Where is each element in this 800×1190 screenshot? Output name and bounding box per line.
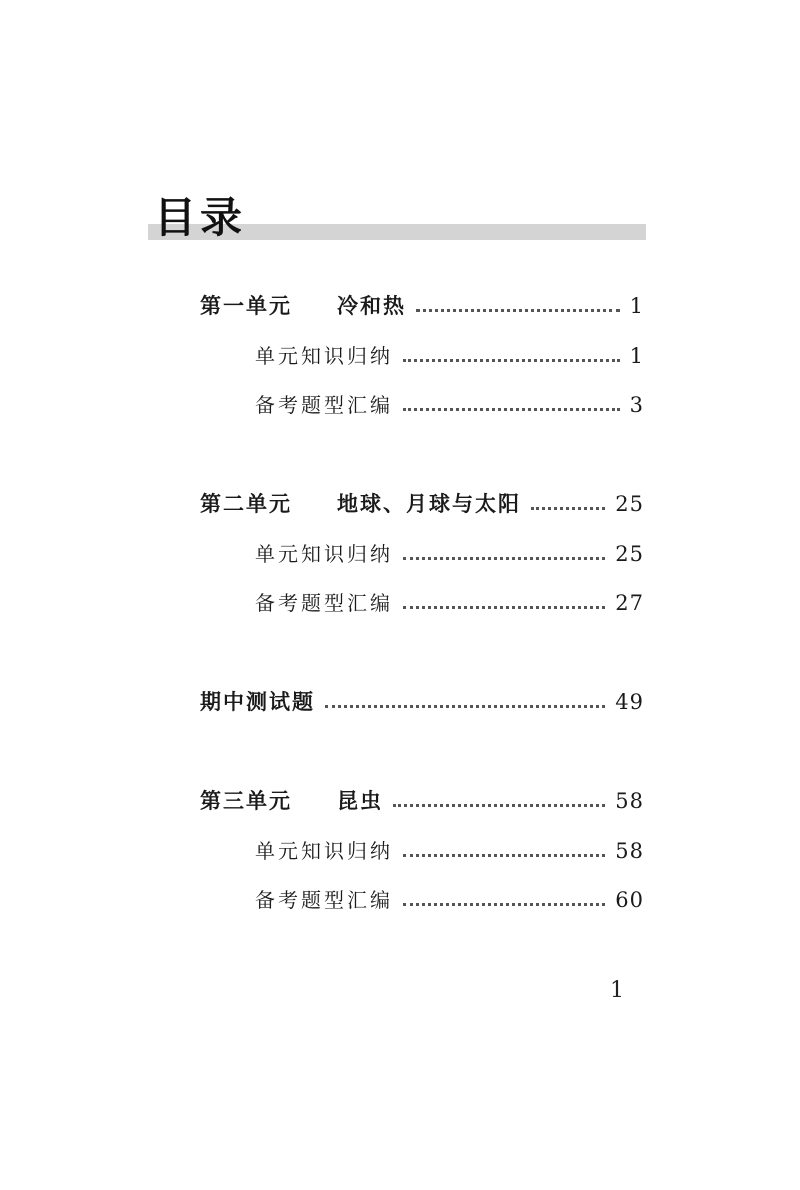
toc-entry-title: 备考题型汇编 [255, 393, 393, 417]
toc-page-number: 1 [629, 294, 644, 318]
toc-unit-label: 第一单元 [200, 294, 292, 318]
toc-dot-leader [393, 804, 605, 807]
toc-entry-title: 备考题型汇编 [255, 591, 393, 615]
toc-page-number: 58 [615, 839, 644, 863]
page-title: 目录 [154, 193, 247, 242]
toc-entry-subsection[interactable] [255, 835, 644, 867]
toc-entry-unit-3[interactable] [200, 785, 644, 817]
toc-entry-title: 地球、月球与太阳 [337, 492, 521, 516]
toc-page-number: 60 [615, 888, 644, 912]
toc-entry-title: 期中测试题 [200, 690, 315, 714]
toc-dot-leader [403, 557, 605, 560]
toc-entry-title: 单元知识归纳 [255, 344, 393, 368]
toc-page-number: 27 [615, 591, 644, 615]
toc-entry-unit-1[interactable] [200, 290, 644, 322]
toc-entry-title: 单元知识归纳 [255, 542, 393, 566]
toc-entry-subsection[interactable] [255, 587, 644, 619]
toc-dot-leader [325, 705, 605, 708]
toc-entry-subsection[interactable] [255, 340, 644, 372]
toc-page-number: 3 [629, 393, 644, 417]
footer-page-number: 1 [610, 978, 624, 1003]
toc-entry-title: 备考题型汇编 [255, 888, 393, 912]
toc-dot-leader [416, 309, 620, 312]
toc-entry-label [200, 290, 406, 322]
toc-dot-leader [403, 854, 605, 857]
toc-entry-title: 单元知识归纳 [255, 839, 393, 863]
toc-entry-label [200, 785, 383, 817]
toc-dot-leader [403, 359, 620, 362]
toc-entry-subsection[interactable] [255, 884, 644, 916]
toc-page-number: 49 [615, 690, 644, 714]
toc-entry-subsection[interactable] [255, 538, 644, 570]
toc-entry-subsection[interactable] [255, 389, 644, 421]
toc-dot-leader [531, 507, 605, 510]
toc-entry-title: 昆虫 [337, 789, 383, 813]
toc-page-number: 25 [615, 492, 644, 516]
toc-unit-label: 第三单元 [200, 789, 292, 813]
toc-page-number: 58 [615, 789, 644, 813]
toc-page-number: 25 [615, 542, 644, 566]
toc-entry-title: 冷和热 [337, 294, 406, 318]
toc-page-number: 1 [629, 344, 644, 368]
toc-entry-unit-2[interactable] [200, 488, 644, 520]
toc-entry-label [200, 488, 521, 520]
toc-dot-leader [403, 903, 605, 906]
toc-dot-leader [403, 606, 605, 609]
toc-entry-midterm[interactable] [200, 686, 644, 718]
toc-unit-label: 第二单元 [200, 492, 292, 516]
toc-dot-leader [403, 408, 620, 411]
